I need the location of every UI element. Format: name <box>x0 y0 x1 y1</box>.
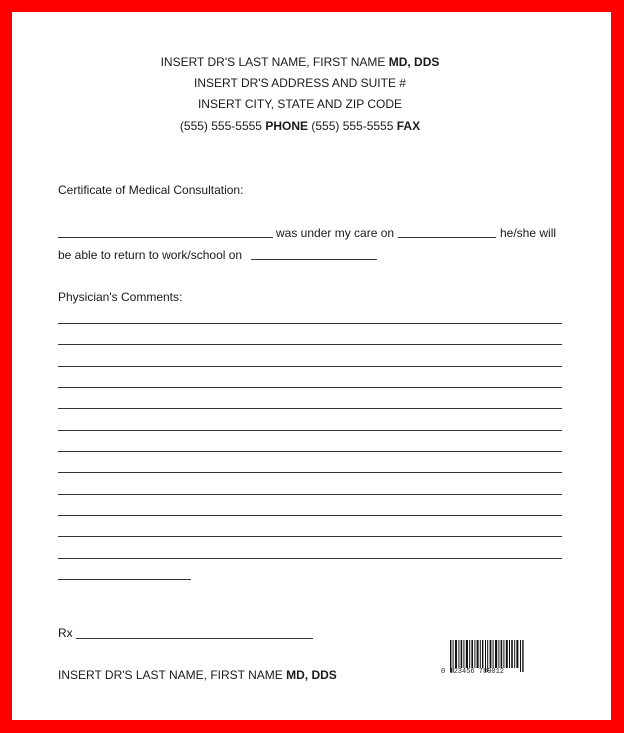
certificate-title: Certificate of Medical Consultation: <box>58 183 244 197</box>
fax-number: (555) 555-5555 <box>311 119 394 133</box>
comment-line[interactable] <box>58 536 562 537</box>
phone-number: (555) 555-5555 <box>179 119 262 133</box>
comment-line[interactable] <box>58 323 562 324</box>
barcode-digits: 0 123456 789012 <box>441 668 505 676</box>
patient-name-field[interactable] <box>58 237 273 238</box>
comment-line-short[interactable] <box>58 579 191 580</box>
doctor-credentials: MD, DDS <box>388 55 440 69</box>
comment-line[interactable] <box>58 451 562 452</box>
care-text: was under my care on <box>276 226 395 240</box>
care-date-field[interactable] <box>398 237 496 238</box>
comment-line[interactable] <box>58 494 562 495</box>
footer-name-text: INSERT DR'S LAST NAME, FIRST NAME <box>58 668 287 682</box>
comment-line[interactable] <box>58 472 562 473</box>
doctor-name-text: INSERT DR'S LAST NAME, FIRST NAME <box>160 55 389 69</box>
return-text-2: be able to return to work/school on <box>58 248 243 262</box>
footer-doctor-name <box>58 668 337 682</box>
return-text-1: he/she will <box>500 226 557 240</box>
comment-line[interactable] <box>58 515 562 516</box>
comment-line[interactable] <box>58 430 562 431</box>
fax-label: FAX <box>396 119 421 133</box>
comment-line[interactable] <box>58 558 562 559</box>
comment-line[interactable] <box>58 366 562 367</box>
contact-line <box>0 119 612 133</box>
comment-line[interactable] <box>58 387 562 388</box>
doctor-address-line: INSERT DR'S ADDRESS AND SUITE # <box>194 76 406 90</box>
comment-line[interactable] <box>58 408 562 409</box>
phone-label: PHONE <box>265 119 308 133</box>
rx-field[interactable] <box>76 638 313 639</box>
doctor-city-line: INSERT CITY, STATE AND ZIP CODE <box>197 97 403 111</box>
rx-label: Rx <box>58 626 73 640</box>
doctor-name-line <box>0 55 612 69</box>
footer-credentials: MD, DDS <box>286 668 337 682</box>
comments-label: Physician's Comments: <box>58 290 183 304</box>
return-date-field[interactable] <box>251 259 377 260</box>
comment-line[interactable] <box>58 344 562 345</box>
